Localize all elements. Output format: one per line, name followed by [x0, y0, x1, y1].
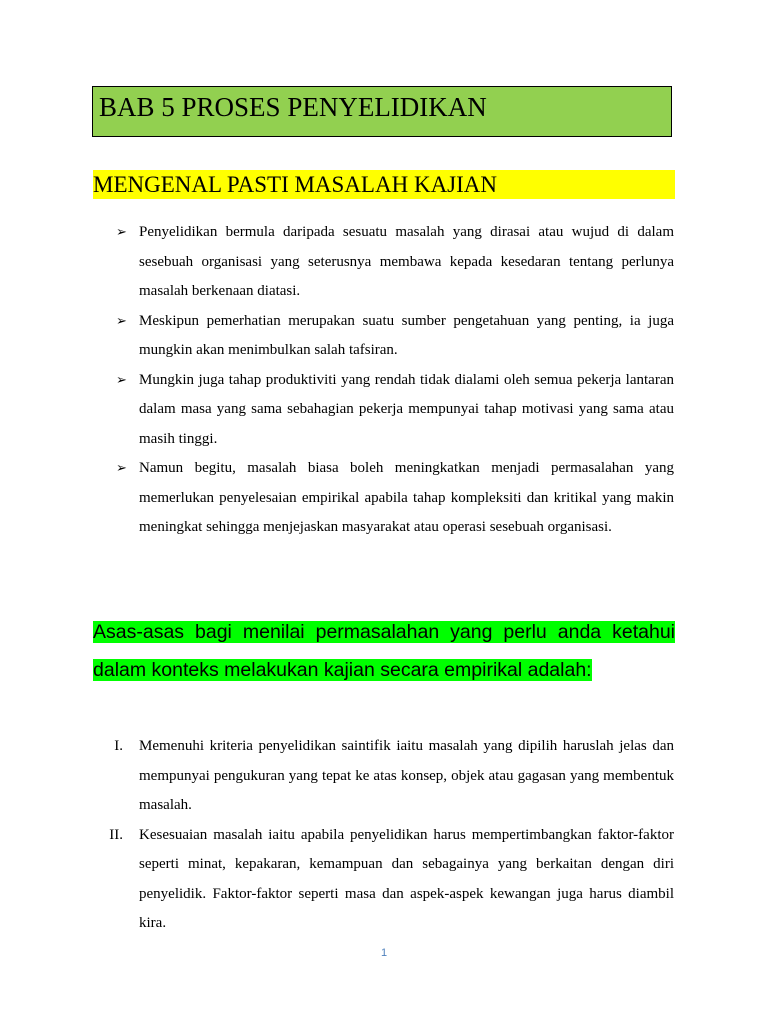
- bullet-item: [0, 307, 768, 366]
- bullet-text: Mungkin juga tahap produktiviti yang rendah tidak dialami oleh semua pekerja lantaran dalam masa yang sama sebahagian pekerja mempunyai tahap motivasi yang sama atau masih tinggi.: [139, 371, 674, 447]
- bullet-text: Namun begitu, masalah biasa boleh meningkatkan menjadi permasalahan yang memerlukan penyelesaian empirikal apabila tahap kompleksiti dan kritikal yang makin meningkat sehingga menjejaskan masyarakat atau operasi sesebuah organisasi.: [139, 460, 674, 535]
- chapter-title-box: [92, 86, 672, 137]
- roman-numeral: II.: [109, 826, 123, 843]
- criteria-text: Kesesuaian masalah iaitu apabila penyelidikan harus mempertimbangkan faktor-faktor seperti minat, kepakaran, kemampuan dan sebagainya yang berkaitan dengan diri penyelidik. Faktor-faktor seperti masa dan aspek-aspek kewangan juga harus diambil kira.: [139, 826, 674, 931]
- bullet-text: Meskipun pemerhatian merupakan suatu sumber pengetahuan yang penting, ia juga mungkin akan menimbulkan salah tafsiran.: [139, 312, 674, 358]
- problem-bullet-list: [0, 218, 768, 543]
- chapter-title: BAB 5 PROSES PENYELIDIKAN: [99, 92, 487, 122]
- arrow-bullet-icon: ➢: [116, 313, 127, 329]
- criteria-item: [0, 821, 768, 939]
- criteria-heading: [93, 613, 675, 689]
- criteria-text: Memenuhi kriteria penyelidikan saintifik iaitu masalah yang dipilih haruslah jelas dan mempunyai pengukuran yang tepat ke atas konsep, objek atau gagasan yang membentuk masalah.: [139, 738, 674, 813]
- criteria-item: [0, 732, 768, 821]
- page-number: 1: [380, 947, 388, 959]
- roman-numeral: I.: [114, 738, 123, 754]
- arrow-bullet-icon: ➢: [116, 461, 127, 476]
- bullet-item: [0, 366, 768, 455]
- arrow-bullet-icon: ➢: [116, 225, 127, 240]
- bullet-item: [0, 454, 768, 543]
- bullet-text: Penyelidikan bermula daripada sesuatu masalah yang dirasai atau wujud di dalam sesebuah organisasi yang seterusnya membawa kepada kesedaran tentang perlunya masalah berkenaan diatasi.: [139, 224, 674, 299]
- criteria-list: [0, 732, 768, 939]
- section-subtitle: MENGENAL PASTI MASALAH KAJIAN: [93, 170, 675, 199]
- bullet-item: [0, 218, 768, 307]
- criteria-heading-text: Asas-asas bagi menilai permasalahan yang perlu anda ketahui dalam konteks melakukan kajian secara empirikal adalah:: [93, 621, 675, 681]
- arrow-bullet-icon: ➢: [116, 372, 127, 388]
